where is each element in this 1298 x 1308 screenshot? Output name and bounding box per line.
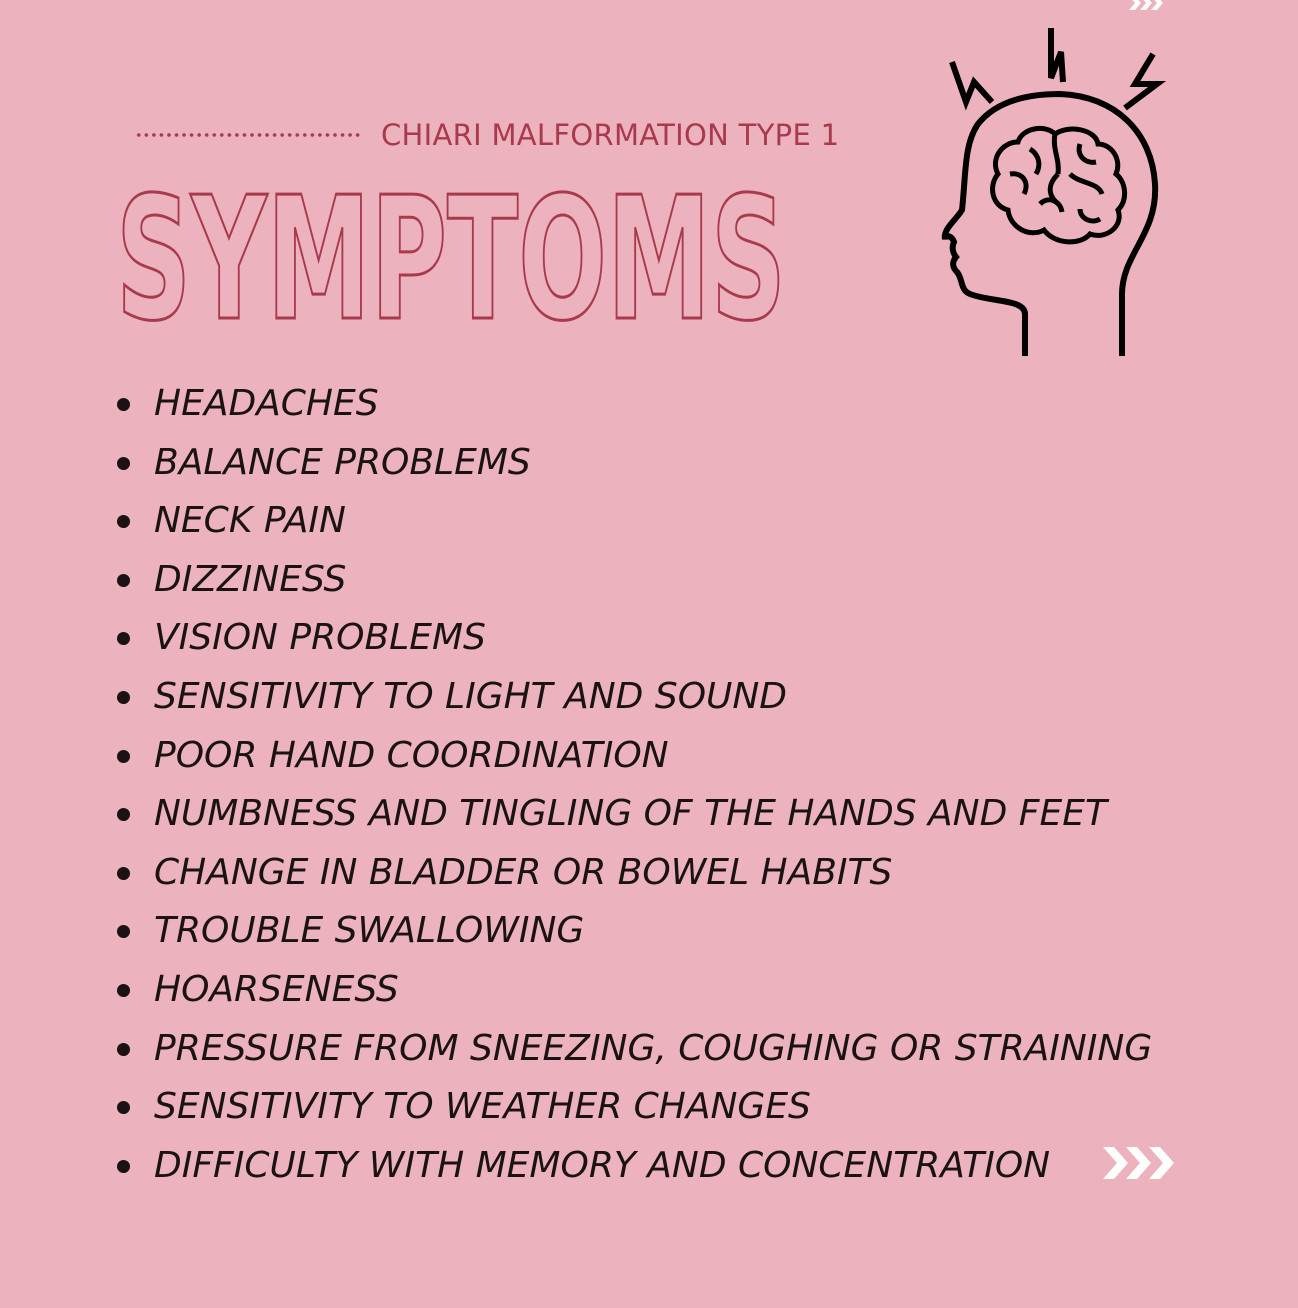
list-item <box>110 668 1210 727</box>
list-item-label: NECK PAIN <box>154 500 346 542</box>
list-item-label: HEADACHES <box>154 383 379 424</box>
list-item <box>110 551 1210 610</box>
bullet-icon <box>117 457 130 470</box>
list-item <box>110 1020 1210 1079</box>
bullet-icon <box>117 515 130 528</box>
page-title <box>110 161 800 359</box>
bullet-icon <box>117 632 130 645</box>
list-item <box>110 902 1210 961</box>
list-item <box>110 375 1210 434</box>
bullet-icon <box>117 750 130 763</box>
list-item-label: HOARSENESS <box>154 968 399 1010</box>
list-item <box>110 961 1210 1020</box>
page-title-text: SYMPTOMS <box>116 161 786 359</box>
list-item <box>110 844 1210 903</box>
dotted-divider <box>135 133 361 137</box>
list-item <box>110 1078 1210 1137</box>
bullet-icon <box>117 1160 130 1173</box>
list-item-label: SENSITIVITY TO LIGHT AND SOUND <box>154 675 788 717</box>
lightning-bolt-right <box>1125 54 1157 108</box>
list-item <box>110 609 1210 668</box>
list-item-label: PRESSURE FROM SNEEZING, COUGHING OR STRAINING <box>154 1027 1153 1069</box>
list-item-label: CHANGE IN BLADDER OR BOWEL HABITS <box>154 851 893 893</box>
chevron-right-triple-icon[interactable] <box>1103 1143 1179 1183</box>
lightning-bolt-left <box>952 62 992 102</box>
bullet-icon <box>117 867 130 880</box>
list-item <box>110 434 1210 493</box>
symptom-list <box>110 375 1210 1195</box>
brain-icon <box>993 128 1125 241</box>
chevron-right-triple-icon-top <box>1129 0 1165 10</box>
bullet-icon <box>117 1101 130 1114</box>
list-item-label: VISION PROBLEMS <box>154 617 486 659</box>
list-item <box>110 1137 1210 1196</box>
list-item-label: TROUBLE SWALLOWING <box>154 910 585 952</box>
bullet-icon <box>117 925 130 938</box>
list-item-label: DIZZINESS <box>154 558 347 600</box>
subtitle: CHIARI MALFORMATION TYPE 1 <box>381 118 840 152</box>
bullet-icon <box>117 691 130 704</box>
head-with-brain-icon <box>930 24 1175 359</box>
list-item-label: BALANCE PROBLEMS <box>154 441 531 483</box>
bullet-icon <box>117 808 130 821</box>
list-item-label: SENSITIVITY TO WEATHER CHANGES <box>154 1086 811 1128</box>
bullet-icon <box>117 1043 130 1056</box>
list-item-label: NUMBNESS AND TINGLING OF THE HANDS AND FEET <box>154 793 1107 835</box>
list-item-label: POOR HAND COORDINATION <box>154 734 669 776</box>
bullet-icon <box>117 574 130 587</box>
list-item <box>110 785 1210 844</box>
list-item <box>110 727 1210 786</box>
bullet-icon <box>117 984 130 997</box>
list-item-label: DIFFICULTY WITH MEMORY AND CONCENTRATION <box>154 1144 1051 1186</box>
list-item <box>110 492 1210 551</box>
bullet-icon <box>117 398 130 411</box>
lightning-bolt-middle <box>1051 28 1063 82</box>
head-outline <box>945 94 1155 356</box>
